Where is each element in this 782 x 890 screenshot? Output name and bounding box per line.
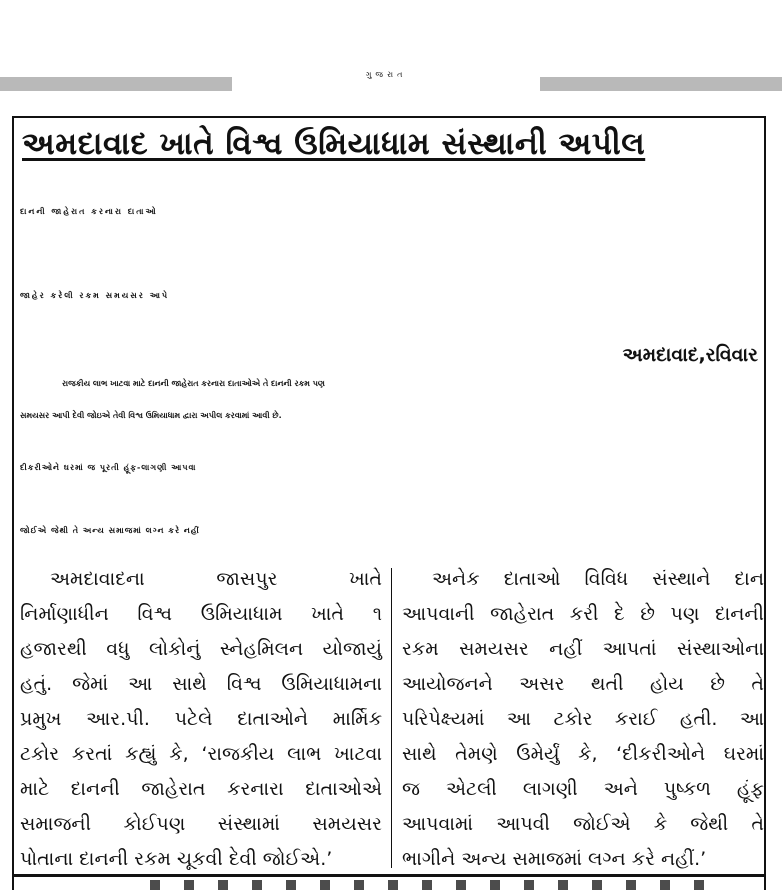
body-line: પોતાના દાનની રકમ ચૂકવી દેવી જોઈએ.’	[20, 848, 333, 870]
body-column-left	[20, 562, 382, 877]
body-line: પરિપેક્ષ્યમાં આ ટકોર કરાઈ હતી. આ	[402, 708, 764, 730]
bottom-rule	[12, 874, 766, 877]
body-line: સમાજની કોઈપણ સંસ્થામાં સમયસર	[20, 813, 382, 835]
intro-line: સમયસર આપી દેવી જોઇએ તેવી વિશ્વ ઉમિયાધામ દ્વારા અપીલ કરવામાં આવી છે.	[20, 411, 282, 420]
subheadline-line-1: દીકરીઓને ઘરમાં જ પૂરતી હૂંફ-લાગણી આપવા	[20, 463, 197, 472]
article-body	[14, 562, 764, 882]
headline-line-1: દાનની જાહેરાત કરનારા દાતાઓ	[20, 207, 158, 216]
body-line: અનેક દાતાઓ વિવિધ સંસ્થાને દાન	[432, 568, 764, 590]
section-header	[0, 40, 782, 110]
body-line: રકમ સમયસર નહીં આપતાં સંસ્થાઓના	[402, 638, 764, 660]
body-line: આયોજનને અસર થતી હોય છે તે	[402, 673, 764, 695]
news-article	[12, 116, 766, 890]
article-intro	[20, 368, 758, 432]
subheadline-line-2: જોઈએ જેથી તે અન્ય સમાજમાં લગ્ન કરે નહીં	[20, 526, 200, 535]
section-rule-left	[0, 77, 232, 91]
body-line: હજારથી વધુ લોકોનું સ્નેહમિલન યોજાયું	[20, 638, 382, 660]
headline-line-2: જાહેર કરેલી રકમ સમયસર આપે	[20, 291, 170, 300]
article-kicker: અમદાવાદ ખાતે વિશ્વ ઉમિયાધામ સંસ્થાની અપીલ	[22, 126, 646, 162]
intro-line: રાજકીય લાભ ખાટવા માટે દાનની જાહેરાત કરનારા દાતાઓએ તે દાનની રકમ પણ	[62, 379, 325, 388]
body-column-right	[402, 562, 764, 877]
dateline: અમદાવાદ,રવિવાર	[622, 344, 758, 366]
body-line: જ એટલી લાગણી અને પુષ્કળ હૂંફ	[402, 778, 764, 800]
body-line: નિર્માણાધીન વિશ્વ ઉમિયાધામ ખાતે ૧	[20, 603, 382, 625]
body-line: ભાગીને અન્ય સમાજમાં લગ્ન કરે નહીં.’	[402, 848, 707, 870]
body-line: આપવામાં આપવી જોઈએ કે જેથી તે	[402, 813, 764, 835]
body-line: હતું. જેમાં આ સાથે વિશ્વ ઉમિયાધામના	[20, 673, 382, 695]
next-article-edge	[150, 880, 710, 890]
body-line: ટકોર કરતાં કહ્યું કે, ‘રાજકીય લાભ ખાટવા	[20, 743, 382, 765]
body-line: સાથે તેમણે ઉમેર્યું કે, ‘દીકરીઓને ઘરમાં	[402, 743, 764, 765]
body-line: માટે દાનની જાહેરાત કરનારા દાતાઓએ	[20, 778, 382, 800]
body-line: અમદાવાદના જાસપુર ખાતે	[50, 568, 382, 590]
body-line: પ્રમુખ આર.પી. પટેલે દાતાઓને માર્મિક	[20, 708, 382, 730]
body-line: આપવાની જાહેરાત કરી દે છે પણ દાનની	[402, 603, 764, 625]
column-divider	[391, 568, 392, 868]
section-title: ગુજરાત	[365, 70, 407, 79]
section-rule-right	[540, 77, 782, 91]
